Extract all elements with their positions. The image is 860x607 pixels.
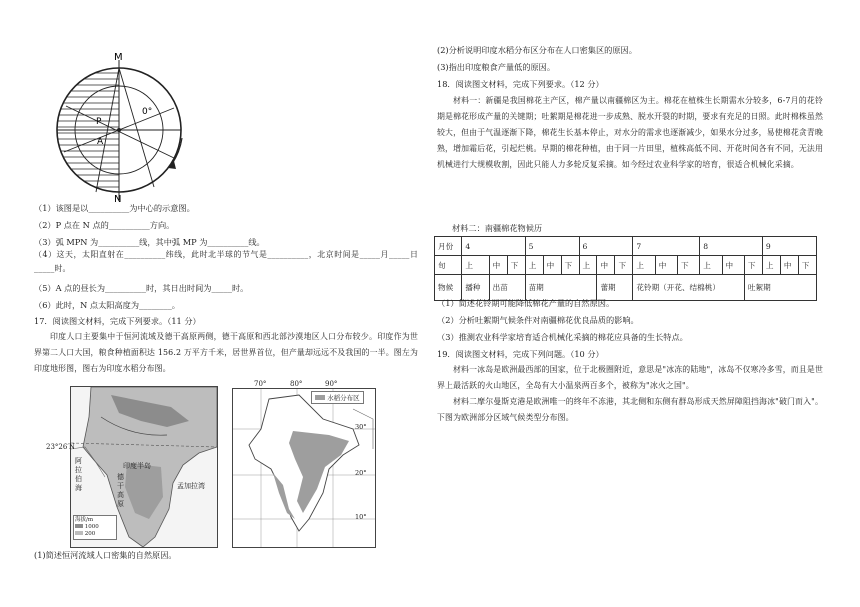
indian-peninsula-label: 印度半岛 <box>123 462 151 470</box>
lat-label-30: 30° <box>355 423 367 431</box>
month-cell: 9 <box>762 237 816 256</box>
q16-sub4: （4）这天，太阳直射在__________纬线，此时北半球的节气是__________，北京时间是_____月_____日_____时。 <box>34 250 418 273</box>
q18-material1: 材料一：新疆是我国棉花主产区，棉产量以南疆棉区为主。棉花在植株生长期需水分较多，6-7月的花铃期是棉花形成产量的关键期；吐絮期是棉花进一步成熟、脱水开裂的时期，要求有充足的日照。此时棉株虽然较大，但由于气温逐渐下降，棉花生长基本停止，对水分的需求也逐渐减少，如果水分过多，易使棉花贪青晚熟，增加霜后花，引起烂桃。早期的棉花种植，由于同一片田里，植株高低不同、开花时间各有不同，无法用机械进行大规模收割，因此只能人力多轮反复采摘。如今经过农业科学家的培育，很适合机械化采摘。 <box>437 96 823 169</box>
q18-material2-title: 材料二：南疆棉花物候历 <box>452 223 543 233</box>
cotton-phenology-table <box>434 236 817 301</box>
q16-sub3: （3）弧 MPN 为__________线，其中弧 MP 为__________线。 <box>34 237 265 247</box>
lat-label-10: 10° <box>355 513 367 521</box>
q17-sub2: (2)分析说明印度水稻分布区分布在人口密集区的原因。 <box>437 45 637 55</box>
label-p: P <box>96 117 102 127</box>
q16-sub6: （6）此时，N 点太阳高度为________。 <box>34 300 180 310</box>
lon-label-90: 90° <box>325 380 338 388</box>
q16-sub5: （5）A 点的昼长为__________时，其日出时间为_____时。 <box>34 283 249 293</box>
q17-sub3: (3)指出印度粮食产量低的原因。 <box>437 62 556 72</box>
india-rice-map <box>232 388 376 548</box>
deccan-plateau-label: 德 干 高 原 <box>117 473 124 508</box>
month-cell: 8 <box>700 237 763 256</box>
lat-label-20: 20° <box>355 469 367 477</box>
q17-text: 印度人口主要集中于恒河流域及德干高原两侧，德干高原和西北部沙漠地区人口分布较少。印度作为世界第二人口大国，粮食种植面积达 156.2 万平方千米，居世界首位，但产量却远远不及我国的一半。图左为印度地形图，图右为印度水稻分布图。 <box>34 332 418 373</box>
stage-cell: 蕾期 <box>597 275 633 301</box>
q16-sub1: （1）该图是以__________为中心的示意图。 <box>34 203 195 213</box>
lon-label-80: 80° <box>290 380 303 388</box>
q17-title: 17．阅读图文材料，完成下列要求。（11 分） <box>34 316 201 326</box>
rice-legend: 水稻分布区 <box>311 391 364 404</box>
q19-material2: 材料二摩尔曼斯克港是欧洲唯一的终年不冻港，其北侧和东侧有群岛形成天然屏障阻挡海冰"破门而入"。下图为欧洲部分区域气候类型分布图。 <box>437 397 823 422</box>
q18-sub1: （1）简述花铃期可能降低棉花产量的自然原因。 <box>437 298 615 308</box>
tropic-label: 23°26′N <box>46 443 76 451</box>
q19-material1: 材料一冰岛是欧洲最西部的国家，位于北极圈附近，意思是"冰冻的陆地"，冰岛不仅寒冷多雪，而且是世界上最活跃的火山地区，全岛有大小温泉两百多个，被称为"冰火之国"。 <box>437 365 823 390</box>
label-zero: 0° <box>142 107 153 117</box>
stage-cell: 苗期 <box>525 275 597 301</box>
india-terrain-map <box>70 386 218 548</box>
stage-cell: 花铃期（开花、结棉桃） <box>633 275 744 301</box>
lon-label-70: 70° <box>254 380 267 388</box>
q18-sub3: （3）推测农业科学家培育适合机械化采摘的棉花应具备的生长特点。 <box>437 332 688 342</box>
q18-title: 18．阅读图文材料，完成下列要求。（12 分） <box>437 79 604 89</box>
month-label: 月份 <box>435 237 462 256</box>
q18-sub2: （2）分析吐絮期气候条件对南疆棉花优良品质的影响。 <box>437 315 639 325</box>
xun-label: 旬 <box>435 256 462 275</box>
bay-of-bengal-label: 孟加拉湾 <box>177 482 205 490</box>
month-cell: 6 <box>579 237 633 256</box>
polar-view-diagram <box>44 52 194 202</box>
month-cell: 5 <box>525 237 579 256</box>
label-n: N <box>114 194 122 202</box>
month-cell: 7 <box>633 237 700 256</box>
label-m: M <box>114 52 123 63</box>
month-cell: 4 <box>462 237 525 256</box>
stage-label: 物候 <box>435 275 462 301</box>
q16-sub2: （2）P 点在 N 点的__________方向。 <box>34 220 175 230</box>
stage-cell: 吐絮期 <box>744 275 816 301</box>
month-row <box>435 237 817 256</box>
q17-sub1: (1)简述恒河流域人口密集的自然原因。 <box>34 550 177 560</box>
arabian-sea-label: 阿 拉 伯 海 <box>75 457 82 492</box>
stage-cell: 出苗 <box>489 275 525 301</box>
elevation-legend: 海拔/m 1000 200 <box>73 515 117 540</box>
stage-row <box>435 275 817 301</box>
xun-row: 旬 上 中 下 上 中 下 上 中 下 上 中 下 上 中 下 上 中 下 <box>435 256 817 275</box>
stage-cell: 播种 <box>462 275 489 301</box>
label-a: A <box>97 137 104 147</box>
q19-title: 19．阅读图文材料，完成下列问题。（10 分） <box>437 349 604 359</box>
